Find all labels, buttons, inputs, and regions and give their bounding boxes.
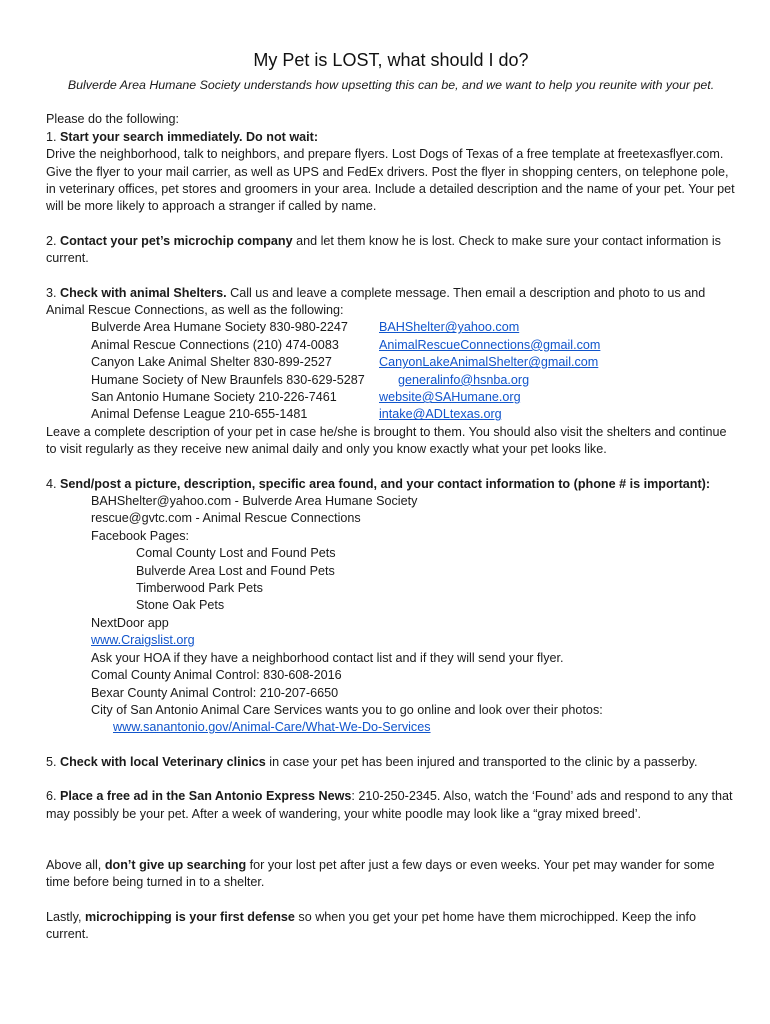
- shelter-row: [46, 319, 736, 336]
- lastly-paragraph: [46, 909, 736, 944]
- section-1-body: Drive the neighborhood, talk to neighbors, and prepare flyers. Lost Dogs of Texas of a free template at freetexasflyer.com. Give the flyer to your mail carrier, as well as UPS and FedEx drivers. Post the flyer in shopping centers, on telephone pole, in veterinary offices, pet stores and groomers in your area. Include a detailed description and the name of your pet. Your pet will be more likely to approach a stranger if called by name.: [46, 147, 735, 214]
- section-6-number: 6.: [46, 789, 57, 804]
- facebook-label: Facebook Pages:: [91, 528, 190, 543]
- section-2-number: 2.: [46, 233, 57, 248]
- shelter-email-link[interactable]: BAHShelter@yahoo.com: [379, 320, 520, 335]
- section-4-heading: [46, 476, 736, 493]
- sa-acs-text: City of San Antonio Animal Care Services wants you to go online and look over their photos:: [91, 702, 603, 717]
- section-6-body: : 210-250-2345. Also, watch the ‘Found’ ads and respond to any that may possibly be your pet. After a week of wandering, your white poodle may look like a “gray mixed breed’.: [46, 789, 733, 821]
- lastly-pre: Lastly,: [46, 909, 85, 924]
- above-all-pre: Above all,: [46, 857, 105, 872]
- shelter-email-link[interactable]: CanyonLakeAnimalShelter@gmail.com: [379, 355, 599, 370]
- craigslist-link[interactable]: www.Craigslist.org: [91, 633, 195, 648]
- section-5: [46, 754, 736, 771]
- shelter-info: Bulverde Area Humane Society 830-980-2247: [91, 320, 348, 335]
- shelter-email-link[interactable]: AnimalRescueConnections@gmail.com: [379, 337, 601, 352]
- hoa-text: Ask your HOA if they have a neighborhood contact list and if they will send your flyer.: [91, 650, 564, 665]
- shelter-info: Animal Rescue Connections (210) 474-0083: [91, 337, 339, 352]
- section-6: [46, 788, 736, 823]
- section-4-number: 4.: [46, 476, 57, 491]
- bexar-animal-control: Bexar County Animal Control: 210-207-6650: [91, 685, 339, 700]
- section-5-title: Check with local Veterinary clinics: [60, 754, 266, 769]
- shelter-info: Humane Society of New Braunfels 830-629-5287: [91, 372, 365, 387]
- page-title: My Pet is LOST, what should I do?: [253, 50, 529, 70]
- craigslist-row: [46, 632, 736, 649]
- section-3: [46, 285, 736, 320]
- shelter-email-link[interactable]: generalinfo@hsnba.org: [398, 372, 530, 387]
- shelter-email-link[interactable]: website@SAHumane.org: [379, 390, 521, 405]
- section-3-number: 3.: [46, 285, 57, 300]
- sanantonio-link[interactable]: www.sanantonio.gov/Animal-Care/What-We-Do-Services: [113, 720, 431, 735]
- section-2: [46, 233, 736, 268]
- subtitle: Bulverde Area Humane Society understands how upsetting this can be, and we want to help you reunite with your pet.: [67, 78, 715, 92]
- lastly-bold: microchipping is your first defense: [84, 909, 295, 924]
- shelter-info: Canyon Lake Animal Shelter 830-899-2527: [91, 355, 332, 370]
- comal-animal-control: Comal County Animal Control: 830-608-2016: [91, 668, 342, 683]
- shelter-info: San Antonio Humane Society 210-226-7461: [91, 390, 337, 405]
- facebook-page: Comal County Lost and Found Pets: [136, 546, 336, 561]
- facebook-page: Bulverde Area Lost and Found Pets: [136, 563, 335, 578]
- shelter-row: [46, 337, 736, 354]
- above-all-bold: don’t give up searching: [104, 857, 247, 872]
- section-4-title: Send/post a picture, description, specific area found, and your contact information to (phone # is important):: [60, 476, 711, 491]
- section-2-body: and let them know he is lost. Check to make sure your contact information is current.: [46, 233, 721, 266]
- section-1-title: Start your search immediately. Do not wait:: [60, 129, 319, 144]
- section-3-body: Call us and leave a complete message. Then email a description and photo to us and Animal Rescue Connections, as well as the following:: [46, 285, 706, 318]
- section-5-number: 5.: [46, 754, 57, 769]
- shelter-email-link[interactable]: intake@ADLtexas.org: [379, 407, 502, 422]
- lastly-post: so when you get your pet home have them microchipped. Keep the info current.: [46, 909, 697, 942]
- intro-text: Please do the following:: [46, 112, 180, 127]
- section-3-title: Check with animal Shelters.: [60, 285, 227, 300]
- above-all-paragraph: [46, 857, 736, 892]
- section-3-closing: Leave a complete description of your pet in case he/she is brought to them. You should also visit the shelters and continue to visit regularly as they receive new animal daily and only you know exactly what your pet looks like.: [46, 424, 727, 457]
- sa-link-row: [46, 719, 736, 736]
- section-5-body: in case your pet has been injured and transported to the clinic by a passerby.: [265, 754, 698, 769]
- document-page: [46, 48, 736, 944]
- section-2-title: Contact your pet’s microchip company: [60, 233, 293, 248]
- nextdoor-app: NextDoor app: [91, 615, 169, 630]
- shelter-list: [46, 319, 736, 423]
- section-1-number: 1.: [46, 129, 57, 144]
- shelter-info: Animal Defense League 210-655-1481: [91, 407, 308, 422]
- section-6-title: Place a free ad in the San Antonio Express News: [60, 789, 352, 804]
- shelter-row: [46, 406, 736, 423]
- section-1-heading: [46, 129, 736, 146]
- contact-arc: rescue@gvtc.com - Animal Rescue Connections: [91, 511, 361, 526]
- facebook-page: Stone Oak Pets: [136, 598, 225, 613]
- shelter-row: [46, 354, 736, 371]
- contact-bahs: BAHShelter@yahoo.com - Bulverde Area Humane Society: [91, 494, 418, 509]
- facebook-page: Timberwood Park Pets: [136, 581, 263, 596]
- shelter-row: [46, 372, 736, 389]
- above-all-post: for your lost pet after just a few days or even weeks. Your pet may wander for some time before being turned in to a shelter.: [46, 857, 715, 890]
- shelter-row: [46, 389, 736, 406]
